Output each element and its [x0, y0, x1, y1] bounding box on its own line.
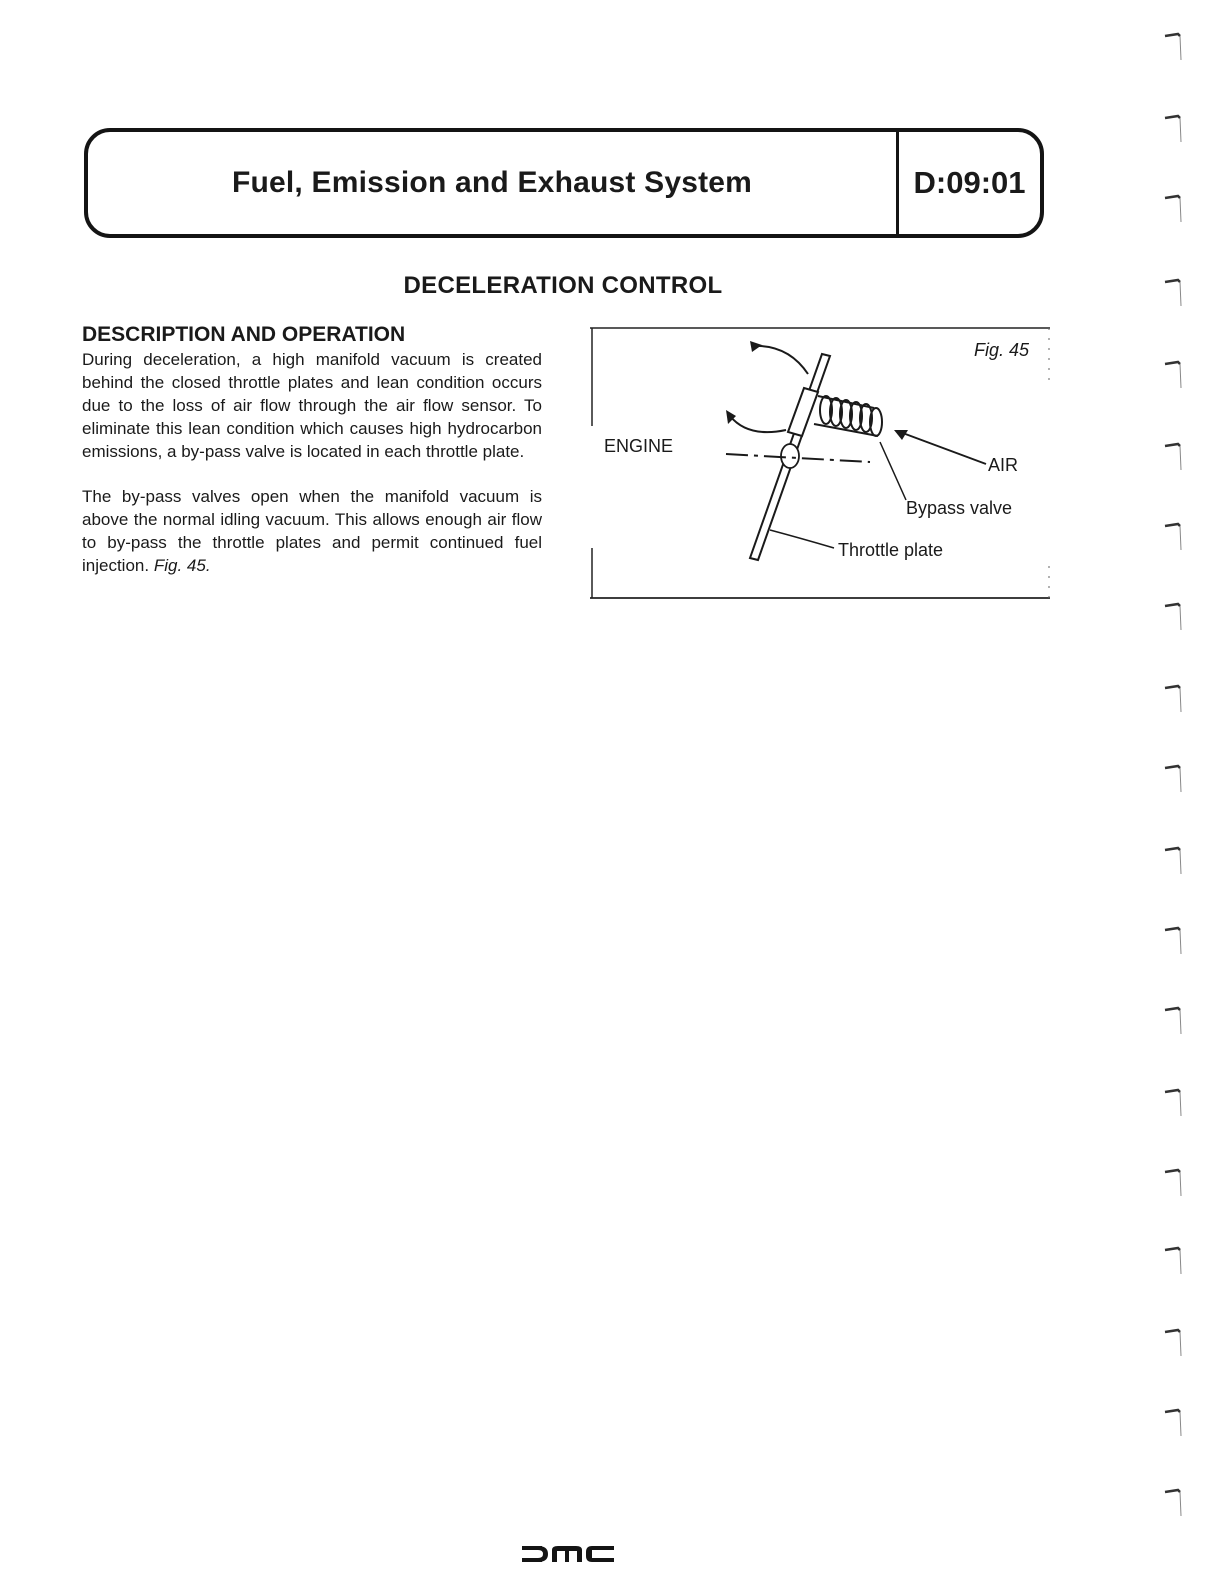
bypass-spring: [814, 396, 882, 436]
description-heading: DESCRIPTION AND OPERATION: [82, 323, 406, 346]
binder-tab-mark: [1162, 358, 1184, 390]
bypass-leader-line: [880, 442, 906, 500]
description-column: [82, 322, 542, 577]
binder-tab-mark: [1162, 440, 1184, 472]
bypass-valve-label: Bypass valve: [906, 498, 1013, 518]
description-paragraph-2: [82, 485, 542, 577]
binder-tab-mark: [1162, 1004, 1184, 1036]
engine-label: ENGINE: [604, 436, 674, 456]
throttle-leader-line: [770, 530, 834, 548]
binder-tab-mark: [1162, 112, 1184, 144]
page-title: Fuel, Emission and Exhaust System: [231, 166, 753, 199]
description-paragraph-1: During deceleration, a high manifold vacuum is created behind the closed throttle plates and lean condition occurs due to the loss of air flow through the air flow sensor. To eliminate this lean condition which causes high hydrocarbon emissions, a by-pass valve is located in each throttle plate.: [82, 350, 542, 461]
binder-tab-mark: [1162, 1326, 1184, 1358]
airflow-arrow-upper: [752, 346, 808, 374]
binder-tab-mark: [1162, 1244, 1184, 1276]
binder-tab-mark: [1162, 844, 1184, 876]
throttle-diagram: [590, 326, 1052, 600]
header-box: [84, 128, 1044, 238]
throttle-plate-label: Throttle plate: [838, 540, 944, 560]
figure-number: Fig. 45: [974, 340, 1030, 360]
binder-tab-mark: [1162, 520, 1184, 552]
air-arrow-line: [900, 432, 986, 464]
binder-tab-mark: [1162, 762, 1184, 794]
binder-tab-mark: [1162, 924, 1184, 956]
bypass-valve-body: [788, 388, 818, 436]
dmc-logo-graphic: [520, 1542, 616, 1566]
binder-tab-mark: [1162, 1406, 1184, 1438]
binder-tab-mark: [1162, 1166, 1184, 1198]
air-label: AIR: [988, 455, 1019, 475]
binder-tab-mark: [1162, 192, 1184, 224]
binder-tab-mark: [1162, 30, 1184, 62]
paragraph-2-text: The by-pass valves open when the manifold vacuum is above the normal idling vacuum. This allows enough air flow to by-pass the throttle plates and permit continued fuel injection.: [82, 487, 542, 575]
throttle-shaft: [781, 444, 799, 468]
section-title: DECELERATION CONTROL: [403, 272, 723, 299]
binder-tab-mark: [1162, 276, 1184, 308]
airflow-arrow-lower: [730, 416, 786, 432]
binder-tab-mark: [1162, 1486, 1184, 1518]
dmc-logo: [520, 1542, 616, 1566]
binder-tab-mark: [1162, 600, 1184, 632]
binder-tab-mark: [1162, 1086, 1184, 1118]
figure-reference: Fig. 45.: [153, 556, 211, 575]
section-code: D:09:01: [913, 165, 1026, 200]
binder-tab-mark: [1162, 682, 1184, 714]
figure-45: [590, 326, 1052, 600]
